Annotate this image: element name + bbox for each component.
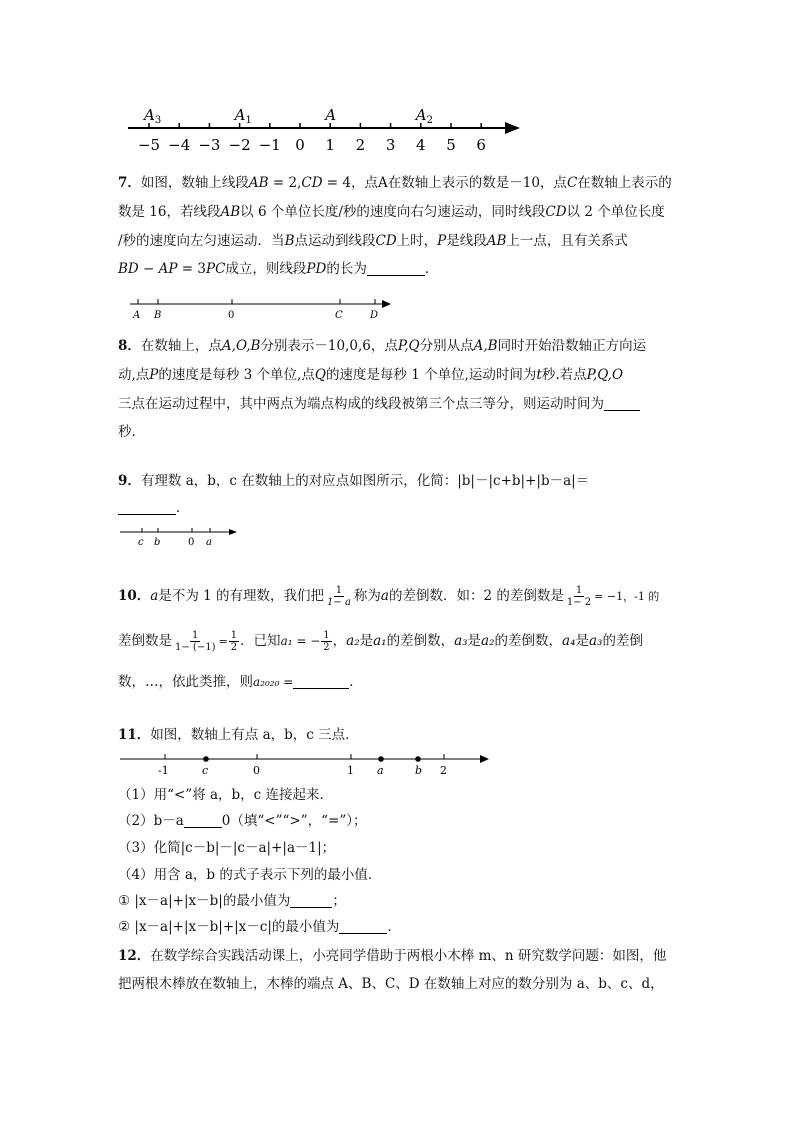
q12-number: 12． (118, 948, 151, 964)
q11-part-3: （3）化简|c－b|－|c－a|+|a－1|； (118, 840, 336, 856)
q10-answer-blank[interactable] (293, 674, 349, 689)
q11-part-2: （2）b－a 0（填“<”“>”，“=”）； (118, 813, 367, 829)
q7-axis-label-c: C (335, 310, 343, 321)
q8-number: 8． (118, 338, 141, 354)
q7-line-3: /秒的速度向左匀速运动．当B点运动到线段CD上时，P是线段AB上一点，且有关系式 (118, 233, 628, 249)
q10-fraction-1: $\frac{1}{1- a}$ (327, 585, 351, 608)
q11-number: 11． (118, 727, 151, 743)
q11-part4-2-blank[interactable] (339, 919, 387, 934)
q9-axis-label-c: c (138, 537, 144, 548)
q7-answer-blank[interactable] (367, 261, 425, 276)
axis1-tick-label: 1 (325, 136, 335, 154)
q10-number: 10． (118, 588, 151, 604)
q8-answer-blank[interactable] (604, 396, 640, 411)
axis1-tick-label: 4 (416, 136, 426, 154)
q7-line-1: 7．如图，数轴上线段AB = 2,CD = 4，点A在数轴上表示的数是－10，点C在数轴上表示的 (118, 175, 672, 191)
q11-title: 11．如图，数轴上有点 a，b，c 三点． (118, 727, 359, 743)
q11-axis-label-c: c (202, 764, 209, 777)
q11-axis-label-1: 1 (347, 764, 354, 777)
axis1-tick-label: 5 (446, 136, 456, 154)
q10-fraction-5: $\frac{1}{2}$ (323, 630, 330, 653)
q10-fraction-3: $\frac{1}{1- (-1)}$ (175, 630, 216, 653)
axis1-point-label: A (325, 106, 337, 124)
q11-axis-label-neg1: -1 (158, 764, 169, 777)
q7-number: 7． (118, 175, 141, 191)
axis1-point-label: $A_2$ (415, 106, 434, 126)
q11-number-line (118, 750, 498, 778)
q12-line-2: 把两根木棒放在数轴上，木棒的端点 A、B、C、D 在数轴上对应的数分别为 a、b、c、d， (118, 976, 664, 992)
q11-part-4-2: ② |x－a|+|x－b|+|x－c|的最小值为 ． (118, 919, 401, 935)
q7-number-line (128, 296, 398, 322)
axis1-tick-label: −4 (168, 136, 191, 154)
axis1-tick-label: 3 (385, 136, 396, 154)
q8-line-4: 秒. (118, 424, 136, 440)
q8-line-3: 三点在运动过程中，其中两点为端点构成的线段被第三个点三等分，则运动时间为 (118, 394, 640, 414)
q9-axis-label-b: b (154, 537, 161, 548)
axis1-tick-label: −3 (198, 136, 221, 154)
q9-number: 9． (118, 473, 141, 489)
axis1-tick-label: −1 (258, 136, 281, 154)
q9-axis-label-0: 0 (188, 537, 195, 548)
q11-point-b (415, 756, 421, 762)
axis1-point-label: $A_3$ (144, 106, 162, 126)
q7-axis-label-a: A (133, 310, 141, 321)
q11-axis-label-a: a (377, 764, 384, 777)
q11-point-a (378, 756, 384, 762)
q11-part-4-1: ① |x－a|+|x－b|的最小值为 ； (118, 893, 346, 909)
q9-number-line (118, 524, 244, 550)
q9-line-1: 9．有理数 a，b，c 在数轴上的对应点如图所示，化简：|b|－|c+b|+|b－a|＝ (118, 473, 590, 489)
q7-line-4: BD − AP = 3PC成立，则线段PD的长为 ． (118, 261, 439, 277)
axis1-point-label: $A_1$ (234, 106, 252, 126)
axis1-tick-label: 0 (295, 136, 305, 154)
q10-line-1: 10．a是不为 1 的有理数，我们把 $\frac{1}{1- a}$ 称为a的差倒数．如：2 的差倒数是 $\frac{1}{1- 2}$ = −1，-1 的 (118, 585, 660, 608)
q11-part-1: （1）用“<”将 a，b，c 连接起来． (118, 787, 334, 803)
q10-fraction-2: $\frac{1}{1- 2}$ (566, 585, 592, 608)
number-line-axis-1 (120, 96, 540, 158)
q11-part-4: （4）用含 a，b 的式子表示下列的最小值． (118, 867, 382, 883)
q11-axis-label-0: 0 (253, 764, 260, 777)
q8-line-2: 动,点P的速度是每秒 3 个单位,点Q的速度是每秒 1 个单位,运动时间为t秒.若点P,Q,O (118, 367, 624, 383)
q10-fraction-4: $\frac{1}{2}$ (230, 630, 238, 653)
q8-line-1: 8．在数轴上，点A,O,B分别表示－10,0,6，点P,Q分别从点A,B同时开始沿数轴正方向运 (118, 338, 647, 354)
q9-answer-blank[interactable] (118, 500, 176, 515)
q7-axis-label-0: 0 (228, 310, 235, 321)
q11-part4-1-blank[interactable] (290, 893, 332, 908)
axis1-tick-label: −5 (137, 136, 161, 154)
q11-axis-label-2: 2 (440, 764, 447, 777)
axis1-tick-label: 6 (476, 136, 486, 154)
q9-line-2: ． (118, 498, 190, 518)
q7-axis-label-d: D (370, 310, 379, 321)
q7-axis-label-b: B (154, 310, 162, 321)
q11-part2-blank[interactable] (184, 813, 222, 828)
axis1-tick-label: −2 (228, 136, 251, 154)
q7-line-2: 数是 16，若线段AB以 6 个单位长度/秒的速度向右匀速运动，同时线段CD以 2 个单位长度 (118, 204, 665, 220)
q11-point-c (203, 756, 209, 762)
q9-axis-label-a: a (206, 537, 212, 548)
q10-line-3: 数，…，依此类推，则a₂₀₂₀ = ． (118, 674, 363, 690)
q11-axis-label-b: b (415, 764, 423, 777)
q12-line-1: 12．在数学综合实践活动课上，小亮同学借助于两根小木棒 m、n 研究数学问题：如图，他 (118, 948, 667, 964)
q10-line-2: 差倒数是 $\frac{1}{1- (-1)}$ = $\frac{1}{2}$ ．已知a₁ = − $\frac{1}{2}$ ，a₂是a₁的差倒数，a₃是a₂的差倒数，a₄是a₃的差倒 (118, 630, 643, 653)
axis1-tick-label: 2 (355, 136, 366, 154)
